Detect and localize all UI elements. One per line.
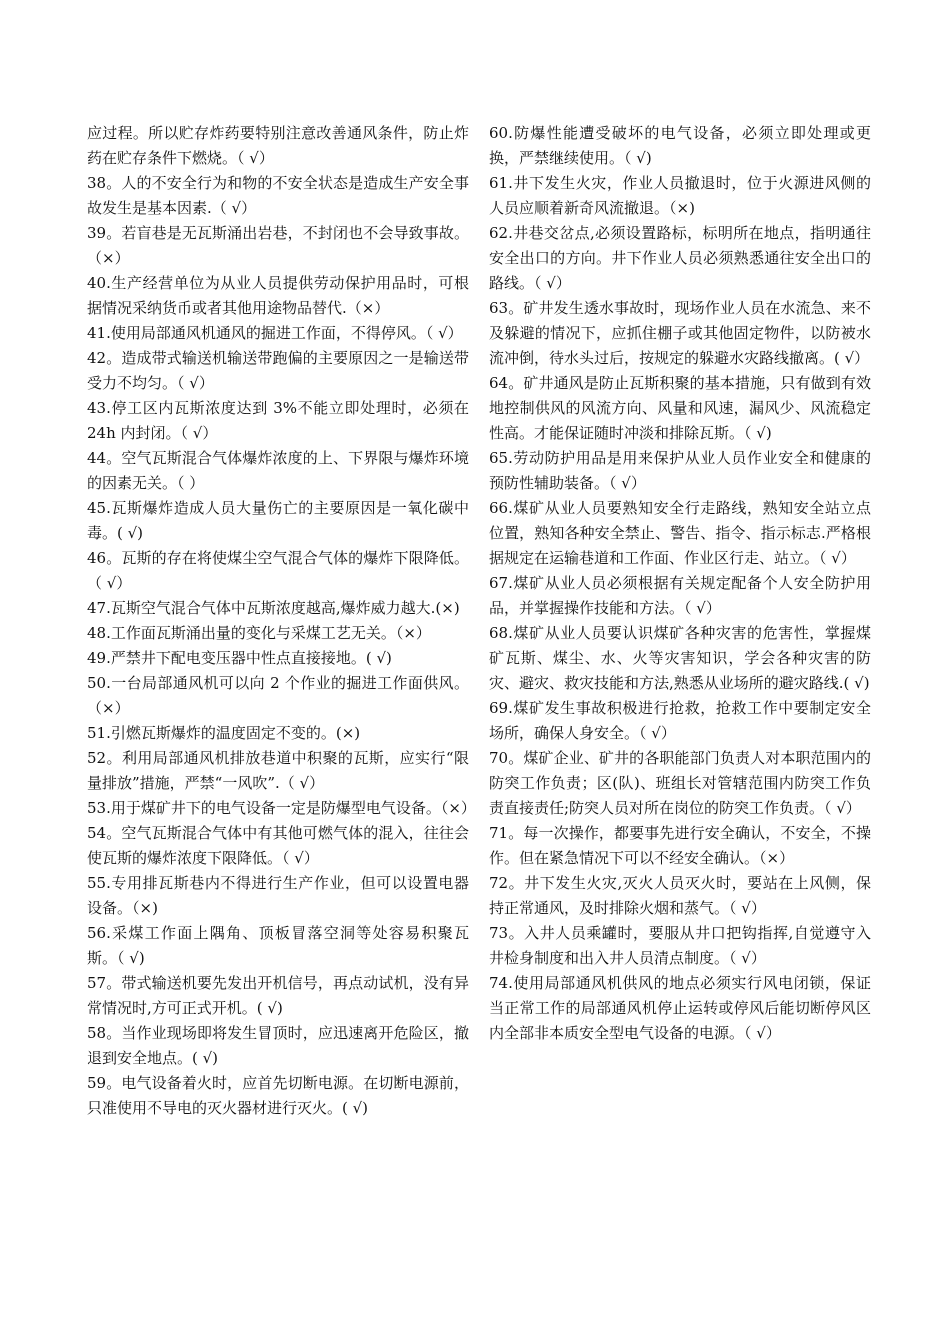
question-item: 54。空气瓦斯混合气体中有其他可燃气体的混入，往往会使瓦斯的爆炸浓度下限降低。（ √） <box>87 824 469 867</box>
question-item: 50.一台局部通风机可以向 2 个作业的掘进工作面供风。（×） <box>87 674 469 717</box>
question-item: 64。矿井通风是防止瓦斯积聚的基本措施，只有做到有效地控制供风的风流方向、风量和风速，漏风少、风流稳定性高。才能保证随时冲淡和排除瓦斯。（ √) <box>489 374 871 442</box>
question-item: 39。若盲巷是无瓦斯涌出岩巷，不封闭也不会导致事故。（×） <box>87 224 469 267</box>
question-item: 60.防爆性能遭受破坏的电气设备，必须立即处理或更换，严禁继续使用。（ √) <box>489 124 871 167</box>
question-item: 73。入井人员乘罐时，要服从井口把钩指挥,自觉遵守入井检身制度和出入井人员清点制度。（ √） <box>489 924 871 967</box>
question-item: 55.专用排瓦斯巷内不得进行生产作业，但可以设置电器设备。（×) <box>87 874 469 917</box>
question-item: 41.使用局部通风机通风的掘进工作面，不得停风。（ √） <box>87 324 463 342</box>
question-item: 66.煤矿从业人员要熟知安全行走路线，熟知安全站立点位置，熟知各种安全禁止、警告、指令、指示标志.严格根据规定在运输巷道和工作面、作业区行走、站立。（ √） <box>489 499 871 567</box>
question-item: 65.劳动防护用品是用来保护从业人员作业安全和健康的预防性辅助装备。（ √） <box>489 449 871 492</box>
right-column <box>489 121 871 1046</box>
question-item: 62.井巷交岔点,必须设置路标，标明所在地点，指明通往安全出口的方向。井下作业人员必须熟悉通往安全出口的路线。（ √） <box>489 224 871 292</box>
question-item: 74.使用局部通风机供风的地点必须实行风电闭锁，保证当正常工作的局部通风机停止运转或停风后能切断停风区内全部非本质安全型电气设备的电源。（ √） <box>489 974 871 1042</box>
question-item: 43.停工区内瓦斯浓度达到 3%不能立即处理时，必须在 24h 内封闭。（ √） <box>87 399 469 442</box>
question-item: 48.工作面瓦斯涌出量的变化与采煤工艺无关。（×） <box>87 624 431 642</box>
question-item: 53.用于煤矿井下的电气设备一定是防爆型电气设备。（×） <box>87 799 476 817</box>
left-column <box>87 121 476 1121</box>
question-item: 52。利用局部通风机排放巷道中积聚的瓦斯，应实行“限量排放”措施，严禁“一风吹”.（ √） <box>87 749 469 792</box>
question-item: 57。带式输送机要先发出开机信号，再点动试机，没有异常情况时,方可正式开机。( √) <box>87 974 469 1017</box>
question-item: 58。当作业现场即将发生冒顶时，应迅速离开危险区，撤退到安全地点。( √) <box>87 1024 469 1067</box>
question-item: 56.采煤工作面上隅角、顶板冒落空洞等处容易积聚瓦斯。（ √) <box>87 924 469 967</box>
question-item: 67.煤矿从业人员必须根据有关规定配备个人安全防护用品，并掌握操作技能和方法。（ √） <box>489 574 871 617</box>
question-item: 应过程。所以贮存炸药要特别注意改善通风条件，防止炸药在贮存条件下燃烧。（ √） <box>87 124 469 167</box>
question-item: 46。瓦斯的存在将使煤尘空气混合气体的爆炸下限降低。（ √） <box>87 549 469 592</box>
question-item: 69.煤矿发生事故积极进行抢救，抢救工作中要制定安全场所，确保人身安全。（ √） <box>489 699 871 742</box>
question-item: 63。矿井发生透水事故时，现场作业人员在水流急、来不及躲避的情况下，应抓住棚子或其他固定物件，以防被水流冲倒，待水头过后，按规定的躲避水灾路线撤离。( √） <box>489 299 871 367</box>
question-item: 49.严禁井下配电变压器中性点直接接地。( √) <box>87 649 392 667</box>
question-item: 70。煤矿企业、矿井的各职能部门负责人对本职范围内的防突工作负责；区(队)、班组长对管辖范围内防突工作负责直接责任;防突人员对所在岗位的防突工作负责。（ √） <box>489 749 871 817</box>
question-item: 42。造成带式输送机输送带跑偏的主要原因之一是输送带受力不均匀。（ √） <box>87 349 469 392</box>
question-item: 61.井下发生火灾，作业人员撤退时，位于火源进风侧的人员应顺着新奇风流撤退。（×) <box>489 174 871 217</box>
question-item: 47.瓦斯空气混合气体中瓦斯浓度越高,爆炸威力越大.(×) <box>87 599 460 617</box>
question-item: 59。电气设备着火时，应首先切断电源。在切断电源前，只准使用不导电的灭火器材进行灭火。( √) <box>87 1074 469 1117</box>
question-item: 51.引燃瓦斯爆炸的温度固定不变的。(×) <box>87 724 361 742</box>
question-item: 72。井下发生火灾,灭火人员灭火时，要站在上风侧，保持正常通风，及时排除火烟和蒸气。（ √） <box>489 874 871 917</box>
question-item: 40.生产经营单位为从业人员提供劳动保护用品时，可根据情况采纳货币或者其他用途物品替代.（×） <box>87 274 469 317</box>
question-item: 44。空气瓦斯混合气体爆炸浓度的上、下界限与爆炸环境的因素无关。（ ） <box>87 449 469 492</box>
question-item: 38。人的不安全行为和物的不安全状态是造成生产安全事故发生是基本因素.（ √） <box>87 174 469 217</box>
question-item: 68.煤矿从业人员要认识煤矿各种灾害的危害性，掌握煤矿瓦斯、煤尘、水、火等灾害知识，学会各种灾害的防灾、避灾、救灾技能和方法,熟悉从业场所的避灾路线.( √) <box>489 624 871 692</box>
question-item: 45.瓦斯爆炸造成人员大量伤亡的主要原因是一氧化碳中毒。( √) <box>87 499 469 542</box>
question-item: 71。每一次操作，都要事先进行安全确认，不安全，不操作。但在紧急情况下可以不经安全确认。（×） <box>489 824 871 867</box>
